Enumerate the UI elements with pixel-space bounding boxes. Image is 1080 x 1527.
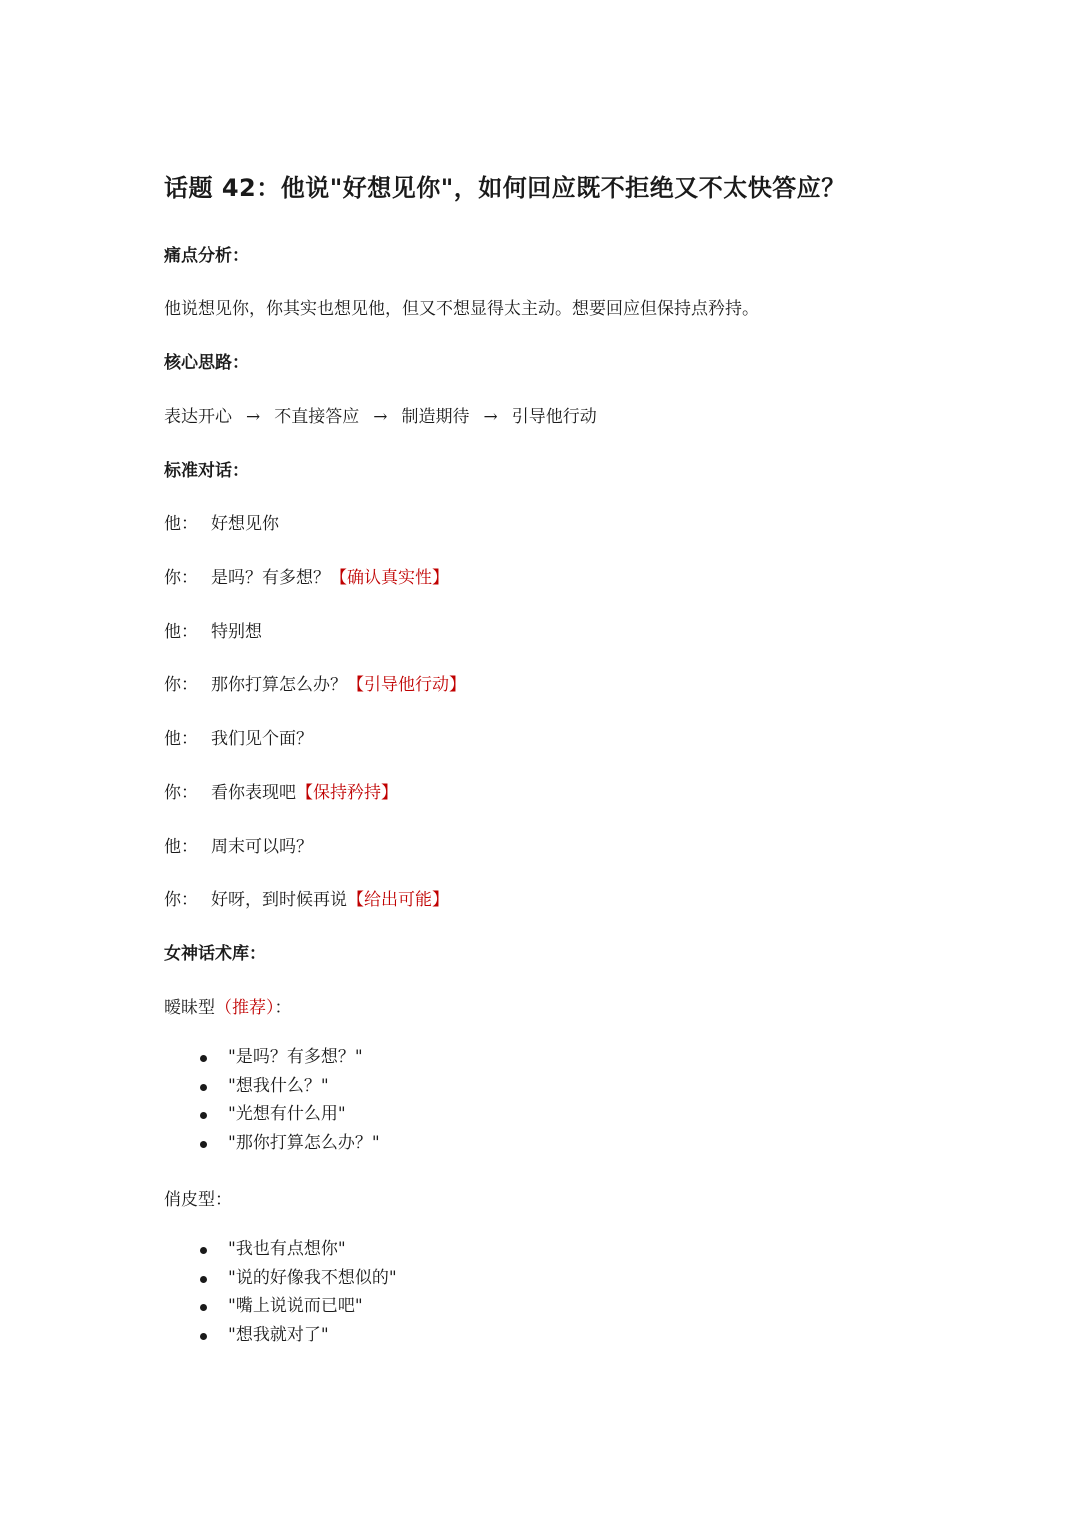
list-item-text: "我也有点想你" [228,1239,346,1259]
dialogue-note: 【保持矜持】 [296,783,398,803]
bullet-icon [200,1333,207,1340]
playful-list [200,1235,397,1349]
list-item-text: "说的好像我不想似的" [228,1267,397,1288]
dialogue-line [164,563,449,588]
dialogue-note: 【引导他行动】 [347,675,466,695]
ambiguous-label: 暧昧型 [164,998,215,1018]
speaker-label: 你： [164,568,198,588]
list-item [200,1129,380,1158]
core-step: 表达开心 [164,407,232,427]
list-item-text: "是吗？有多想？" [228,1047,363,1067]
list-item [200,1321,397,1350]
dialogue-heading: 标准对话： [164,461,249,481]
ambiguous-heading [164,993,292,1018]
library-heading: 女神话术库： [164,944,266,964]
bullet-icon [200,1247,207,1254]
dialogue-text: 看你表现吧 [211,783,296,803]
bullet-icon [200,1055,207,1062]
list-item [200,1100,380,1129]
core-heading: 核心思路： [164,353,249,373]
list-item-text: "想我就对了" [228,1324,329,1345]
list-item [200,1235,397,1264]
core-step: 引导他行动 [511,407,597,427]
dialogue-text: 特别想 [211,622,262,642]
dialogue-line [164,724,313,749]
list-item-text: "嘴上说说而已吧" [228,1296,363,1316]
dialogue-text: 我们见个面？ [211,729,313,749]
dialogue-line [164,832,313,857]
dialogue-line [164,617,262,642]
dialogue-text: 是吗？有多想？ [211,568,330,588]
list-item [200,1072,380,1101]
arrow-icon: → [483,407,498,427]
speaker-label: 他： [164,514,198,534]
bullet-icon [200,1304,207,1311]
recommended-tag: （推荐） [215,998,275,1018]
dialogue-text: 周末可以吗？ [211,837,313,857]
list-item-text: "光想有什么用" [228,1104,346,1124]
dialogue-text: 好呀，到时候再说 [211,890,347,910]
core-steps [164,402,597,427]
arrow-icon: → [373,407,388,427]
pain-heading: 痛点分析： [164,246,249,266]
dialogue-note: 【给出可能】 [347,890,449,910]
dialogue-text: 那你打算怎么办？ [211,675,347,695]
list-item [200,1264,397,1293]
pain-text: 他说想见你，你其实也想见他，但又不想显得太主动。想要回应但保持点矜持。 [164,299,759,319]
bullet-icon [200,1141,207,1148]
playful-heading: 俏皮型： [164,1190,232,1210]
speaker-label: 他： [164,729,198,749]
ambiguous-list [200,1043,380,1157]
bullet-icon [200,1112,207,1119]
dialogue-line [164,778,398,803]
list-item [200,1292,397,1321]
arrow-icon: → [246,407,261,427]
ambiguous-colon: ： [274,998,292,1018]
list-item-text: "那你打算怎么办？" [228,1132,380,1153]
speaker-label: 你： [164,675,198,695]
speaker-label: 你： [164,890,198,910]
core-step: 不直接答应 [274,407,360,427]
speaker-label: 他： [164,622,198,642]
dialogue-note: 【确认真实性】 [330,568,449,588]
dialogue-line [164,670,466,695]
list-item [200,1043,380,1072]
list-item-text: "想我什么？" [228,1075,329,1096]
dialogue-line [164,885,449,910]
speaker-label: 他： [164,837,198,857]
dialogue-text: 好想见你 [211,514,279,534]
speaker-label: 你： [164,783,198,803]
dialogue-line [164,509,279,534]
bullet-icon [200,1276,207,1283]
core-step: 制造期待 [401,407,470,427]
page-title: 话题 42：他说"好想见你"，如何回应既不拒绝又不太快答应？ [164,174,846,202]
bullet-icon [200,1084,207,1091]
